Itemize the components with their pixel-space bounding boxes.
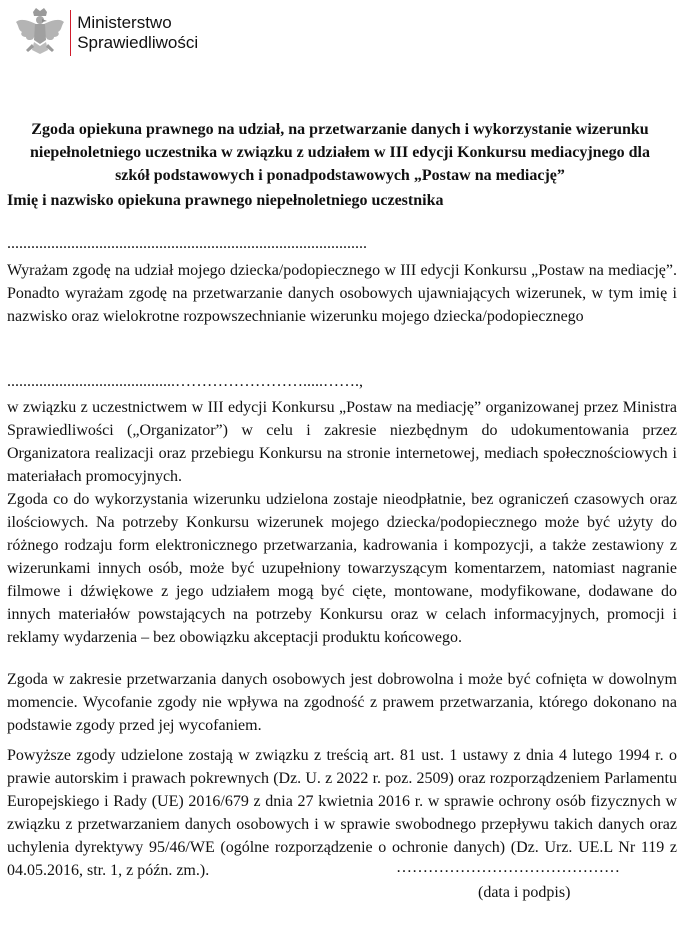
paragraph-text: Zgoda co do wykorzystania wizerunku udzielona zostaje nieodpłatnie, bez ograniczeń czasowych oraz ilościowych. Na potrzeby Konkursu wizerunek mojego dziecka/podopiecznego może być użyty do różnego rodzaju form elektronicznego przetwarzania, kadrowania i kompozycji, a także zestawiony z wizerunkami innych osób, może być uzupełniony towarzyszącym komentarzem, natomiast nagranie filmowe i dźwiękowe z jego udziałem mogą być cięte, montowane, modyfikowane, dodawane do innych materiałów powstających na potrzeby Konkursu oraz w celach informacyjnych, promocji i reklamy wydarzenia – bez obowiązku akceptacji produktu końcowego. [7, 491, 677, 646]
paragraph-text: Zgoda w zakresie przetwarzania danych osobowych jest dobrowolna i może być cofnięta w dowolnym momencie. Wycofanie zgody nie wpływa na zgodność z prawem przetwarzania, którego dokonano na podstawie zgody przed jej wycofaniem. [7, 671, 677, 734]
paragraph-text: w związku z uczestnictwem w III edycji Konkursu „Postaw na mediację” organizowanej przez Ministra Sprawiedliwości („Organizator”) w celu i zakresie niezbędnym do udokumentowania przez Organizatora realizacji oraz przebiegu Konkursu na stronie internetowej, mediach społecznościowych i materiałach promocyjnych. [7, 399, 677, 485]
paragraph-text: Wyrażam zgodę na udział mojego dziecka/podopiecznego w III edycji Konkursu „Postaw na mediację”. Ponadto wyrażam zgodę na przetwarzanie danych osobowych ujawniających wizerunek, w tym imię i nazwisko oraz wielokrotne rozpowszechnianie wizerunku mojego dziecka/podopiecznego [7, 262, 677, 325]
consent-paragraph-2 [7, 396, 677, 649]
logo-line-1: Ministerstwo [77, 13, 172, 32]
ministry-logo [14, 6, 198, 60]
logo-line-2: Sprawiedliwości [77, 33, 199, 52]
logo-divider [70, 10, 71, 56]
consent-paragraph-1 [7, 259, 677, 328]
child-name-fill-line: ..........................................…………………….....……., [7, 373, 363, 390]
polish-eagle-emblem-icon [14, 6, 66, 60]
signature-fill-line: …………………………………… [396, 859, 620, 876]
guardian-name-fill-line: .......................................................................................... [7, 235, 367, 252]
logo-text [77, 13, 198, 53]
paragraph-text: Powyższe zgody udzielone zostają w związku z treścią art. 81 ust. 1 ustawy z dnia 4 lutego 1994 r. o prawie autorskim i prawach pokrewnych (Dz. U. z 2022 r. poz. 2509) oraz rozporządzeniem Parlamentu Europejskiego i Rady (UE) 2016/679 z dnia 27 kwietnia 2016 r. w sprawie ochrony osób fizycznych w związku z przetwarzaniem danych osobowych i w sprawie swobodnego przepływu takich danych oraz uchylenia dyrektywy 95/46/WE (ogólne rozporządzenie o ochronie danych) (Dz. Urz. UE.L Nr 119 z 04.05.2016, str. 1, z późn. zm.). [7, 747, 677, 879]
signature-label: (data i podpis) [478, 884, 571, 901]
document-title: Zgoda opiekuna prawnego na udział, na przetwarzanie danych i wykorzystanie wizerunku niepełnoletniego uczestnika w związku z udziałem w III edycji Konkursu mediacyjnego dla szkół podstawowych i ponadpodstawowych „Postaw na mediację” [29, 121, 650, 184]
guardian-name-label: Imię i nazwisko opiekuna prawnego niepełnoletniego uczestnika [7, 192, 444, 209]
consent-paragraph-3 [7, 668, 677, 737]
